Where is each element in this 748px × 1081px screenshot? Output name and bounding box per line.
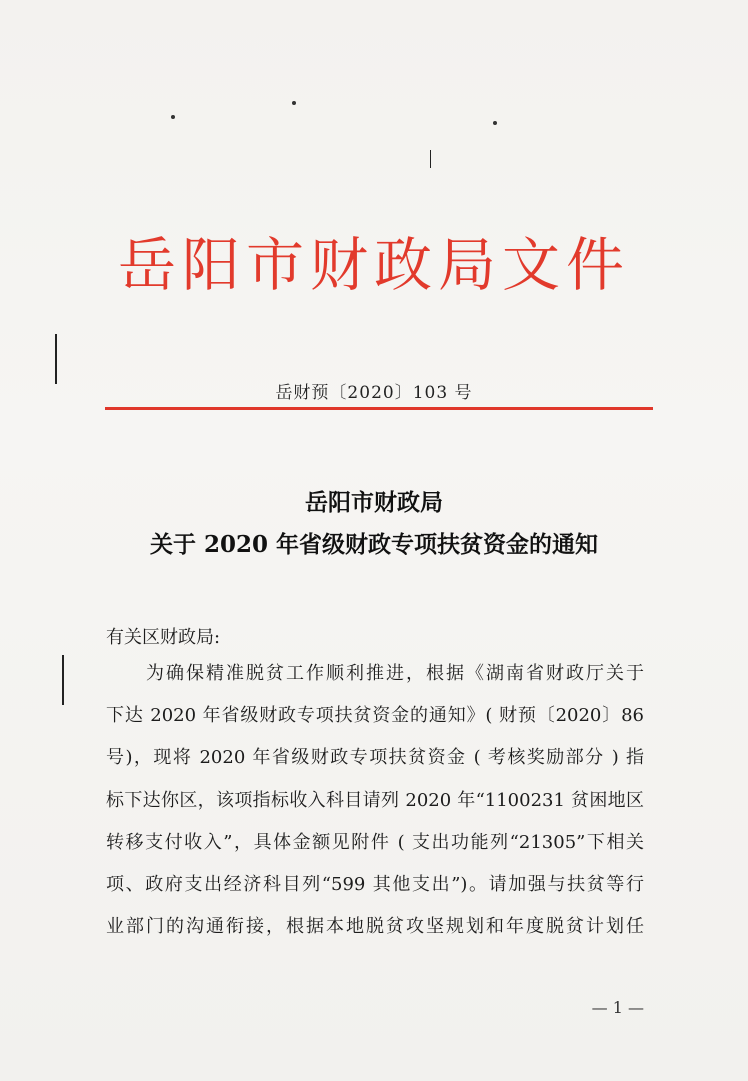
body-text-line: 业部门的沟通衔接，根据本地脱贫攻坚规划和年度脱贫计划任 <box>106 916 644 937</box>
body-text-line: 转移支付收入”，具体金额见附件 ( 支出功能列“21305”下相关 <box>106 832 644 853</box>
document-header-title: 岳阳市财政局文件 <box>117 231 630 299</box>
body-text-line: 下达 2020 年省级财政专项扶贫资金的通知》( 财预〔2020〕86 <box>106 705 644 726</box>
notice-subject: 关于 2020 年省级财政专项扶贫资金的通知 <box>149 531 599 558</box>
body-text-line: 为确保精准脱贫工作顺利推进，根据《湖南省财政厅关于 <box>146 663 644 684</box>
salutation: 有关区财政局: <box>106 627 221 648</box>
body-text-line: 项、政府支出经济科目列“599 其他支出”)。请加强与扶贫等行 <box>106 874 644 895</box>
body-text-line: 号)，现将 2020 年省级财政专项扶贫资金 ( 考核奖励部分 ) 指 <box>106 747 644 768</box>
scan-speck <box>292 101 296 105</box>
header-separator-rule <box>105 407 653 410</box>
document-number: 岳财预〔2020〕103 号 <box>275 383 473 403</box>
body-text-line: 标下达你区，该项指标收入科目请列 2020 年“1100231 贫困地区 <box>106 790 644 811</box>
scan-crease-mark <box>62 655 64 705</box>
notice-issuer: 岳阳市财政局 <box>305 489 443 516</box>
scan-crease-mark <box>55 334 57 384</box>
page-number: — 1 — <box>591 998 644 1017</box>
scan-speck <box>171 115 175 119</box>
scan-crease-mark <box>430 150 431 168</box>
scan-speck <box>493 121 497 125</box>
